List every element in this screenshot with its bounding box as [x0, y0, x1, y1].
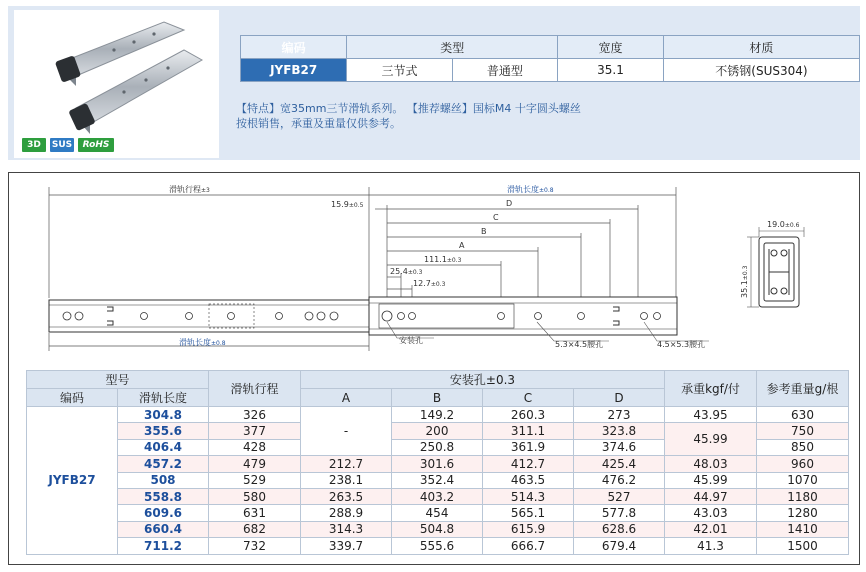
3d-badge: 3D: [22, 138, 46, 152]
a-cell: -: [301, 407, 392, 456]
d-cell: 323.8: [574, 423, 665, 439]
table-row: [27, 488, 849, 504]
b-cell: 504.8: [392, 521, 483, 537]
dim-b-label: B: [481, 227, 487, 236]
c-cell: 615.9: [483, 521, 574, 537]
d-cell: 527: [574, 488, 665, 504]
a-cell: 263.5: [301, 488, 392, 504]
length-cell: 355.6: [118, 423, 209, 439]
dim-25-4: 25.4±0.3: [390, 267, 423, 276]
weight-cell: 960: [757, 456, 849, 472]
length-header: 滑轨长度: [118, 389, 209, 407]
stroke-cell: 631: [209, 505, 301, 521]
rohs-badge: RoHS: [78, 138, 114, 152]
spec-code-header: 编码: [241, 36, 347, 59]
length-cell: 609.6: [118, 505, 209, 521]
spec-width-header: 宽度: [558, 36, 664, 59]
slide-rail-photo-image: [14, 10, 219, 158]
dim-c-label: C: [493, 213, 499, 222]
b-cell: 200: [392, 423, 483, 439]
bottom-length-label: 滑轨长度±0.8: [179, 338, 226, 347]
d-cell: 476.2: [574, 472, 665, 488]
c-cell: 260.3: [483, 407, 574, 423]
stroke-cell: 377: [209, 423, 301, 439]
length-dim-label: 滑轨长度±0.8: [507, 185, 554, 194]
c-cell: 565.1: [483, 505, 574, 521]
c-cell: 463.5: [483, 472, 574, 488]
load-cell: 44.97: [665, 488, 757, 504]
code-cell: JYFB27: [27, 407, 118, 555]
d-cell: 273: [574, 407, 665, 423]
col-b-header: B: [392, 389, 483, 407]
feature-line-1: 【特点】宽35mm三节滑轨系列。 【推荐螺丝】国标M4 十字圆头螺丝: [236, 102, 581, 115]
b-cell: 250.8: [392, 439, 483, 455]
d-cell: 628.6: [574, 521, 665, 537]
length-cell: 711.2: [118, 538, 209, 554]
a-cell: 212.7: [301, 456, 392, 472]
stroke-cell: 682: [209, 521, 301, 537]
dim-a-label: A: [459, 241, 465, 250]
model-header: 型号: [27, 371, 209, 389]
stroke-cell: 580: [209, 488, 301, 504]
spec-type-grade: 普通型: [452, 59, 557, 82]
table-row: [27, 456, 849, 472]
weight-cell: 850: [757, 439, 849, 455]
code-header: 编码: [27, 389, 118, 407]
spec-material-value: 不锈钢(SUS304): [663, 59, 859, 82]
stroke-header: 滑轨行程: [209, 371, 301, 407]
d-cell: 374.6: [574, 439, 665, 455]
c-cell: 311.1: [483, 423, 574, 439]
slot-5-3-label: 5.3×4.5腰孔: [555, 340, 604, 349]
stroke-cell: 479: [209, 456, 301, 472]
spec-width-value: 35.1: [558, 59, 664, 82]
dimension-table: [26, 370, 849, 555]
a-cell: 288.9: [301, 505, 392, 521]
weight-cell: 1280: [757, 505, 849, 521]
dim-12-7: 12.7±0.3: [413, 279, 446, 288]
d-cell: 577.8: [574, 505, 665, 521]
weight-cell: 1410: [757, 521, 849, 537]
load-header: 承重kgf/付: [665, 371, 757, 407]
product-photo: [14, 10, 219, 158]
stroke-cell: 326: [209, 407, 301, 423]
table-row: [27, 407, 849, 423]
stroke-cell: 732: [209, 538, 301, 554]
length-cell: 406.4: [118, 439, 209, 455]
drawing-frame: [8, 172, 860, 565]
mount-hole-label: 安装孔: [399, 336, 423, 345]
b-cell: 403.2: [392, 488, 483, 504]
profile-width-label: 19.0±0.6: [767, 220, 800, 229]
length-cell: 508: [118, 472, 209, 488]
spec-material-header: 材质: [663, 36, 859, 59]
feature-text: [236, 101, 836, 131]
product-header: [8, 6, 860, 160]
col-a-header: A: [301, 389, 392, 407]
col-c-header: C: [483, 389, 574, 407]
table-row: [27, 505, 849, 521]
length-cell: 457.2: [118, 456, 209, 472]
weight-cell: 1500: [757, 538, 849, 554]
weight-cell: 630: [757, 407, 849, 423]
feature-line-2: 按根销售，承重及重量仅供参考。: [236, 117, 401, 130]
b-cell: 149.2: [392, 407, 483, 423]
table-row: [27, 538, 849, 554]
col-d-header: D: [574, 389, 665, 407]
load-cell: 43.95: [665, 407, 757, 423]
d-cell: 425.4: [574, 456, 665, 472]
d-cell: 679.4: [574, 538, 665, 554]
dim-111-1: 111.1±0.3: [424, 255, 462, 264]
c-cell: 666.7: [483, 538, 574, 554]
a-cell: 339.7: [301, 538, 392, 554]
b-cell: 352.4: [392, 472, 483, 488]
slot-4-5-label: 4.5×5.3腰孔: [657, 340, 706, 349]
stroke-cell: 529: [209, 472, 301, 488]
c-cell: 412.7: [483, 456, 574, 472]
c-cell: 361.9: [483, 439, 574, 455]
technical-drawing: [9, 173, 859, 368]
holes-header: 安装孔±0.3: [301, 371, 665, 389]
table-row: [27, 472, 849, 488]
spec-table: [240, 35, 860, 82]
stroke-dim-label: 滑轨行程±3: [169, 185, 210, 194]
stroke-cell: 428: [209, 439, 301, 455]
load-cell: 45.99: [665, 472, 757, 488]
table-row: [27, 521, 849, 537]
load-cell: 43.03: [665, 505, 757, 521]
c-cell: 514.3: [483, 488, 574, 504]
dim-15-9: 15.9±0.5: [331, 200, 364, 209]
length-cell: 558.8: [118, 488, 209, 504]
length-cell: 660.4: [118, 521, 209, 537]
b-cell: 301.6: [392, 456, 483, 472]
b-cell: 454: [392, 505, 483, 521]
spec-code-value: JYFB27: [241, 59, 347, 82]
load-cell: 42.01: [665, 521, 757, 537]
spec-type-stage: 三节式: [347, 59, 452, 82]
spec-type-header: 类型: [347, 36, 558, 59]
b-cell: 555.6: [392, 538, 483, 554]
sus-badge: SUS: [51, 140, 73, 150]
load-cell: 48.03: [665, 456, 757, 472]
profile-height-label: 35.1±0.3: [740, 265, 749, 298]
dim-d-label: D: [506, 199, 513, 208]
table-row: [27, 423, 849, 439]
weight-cell: 1180: [757, 488, 849, 504]
weight-cell: 750: [757, 423, 849, 439]
a-cell: 238.1: [301, 472, 392, 488]
weight-header: 参考重量g/根: [757, 371, 849, 407]
weight-cell: 1070: [757, 472, 849, 488]
load-cell: 45.99: [665, 423, 757, 456]
load-cell: 41.3: [665, 538, 757, 554]
length-cell: 304.8: [118, 407, 209, 423]
a-cell: 314.3: [301, 521, 392, 537]
